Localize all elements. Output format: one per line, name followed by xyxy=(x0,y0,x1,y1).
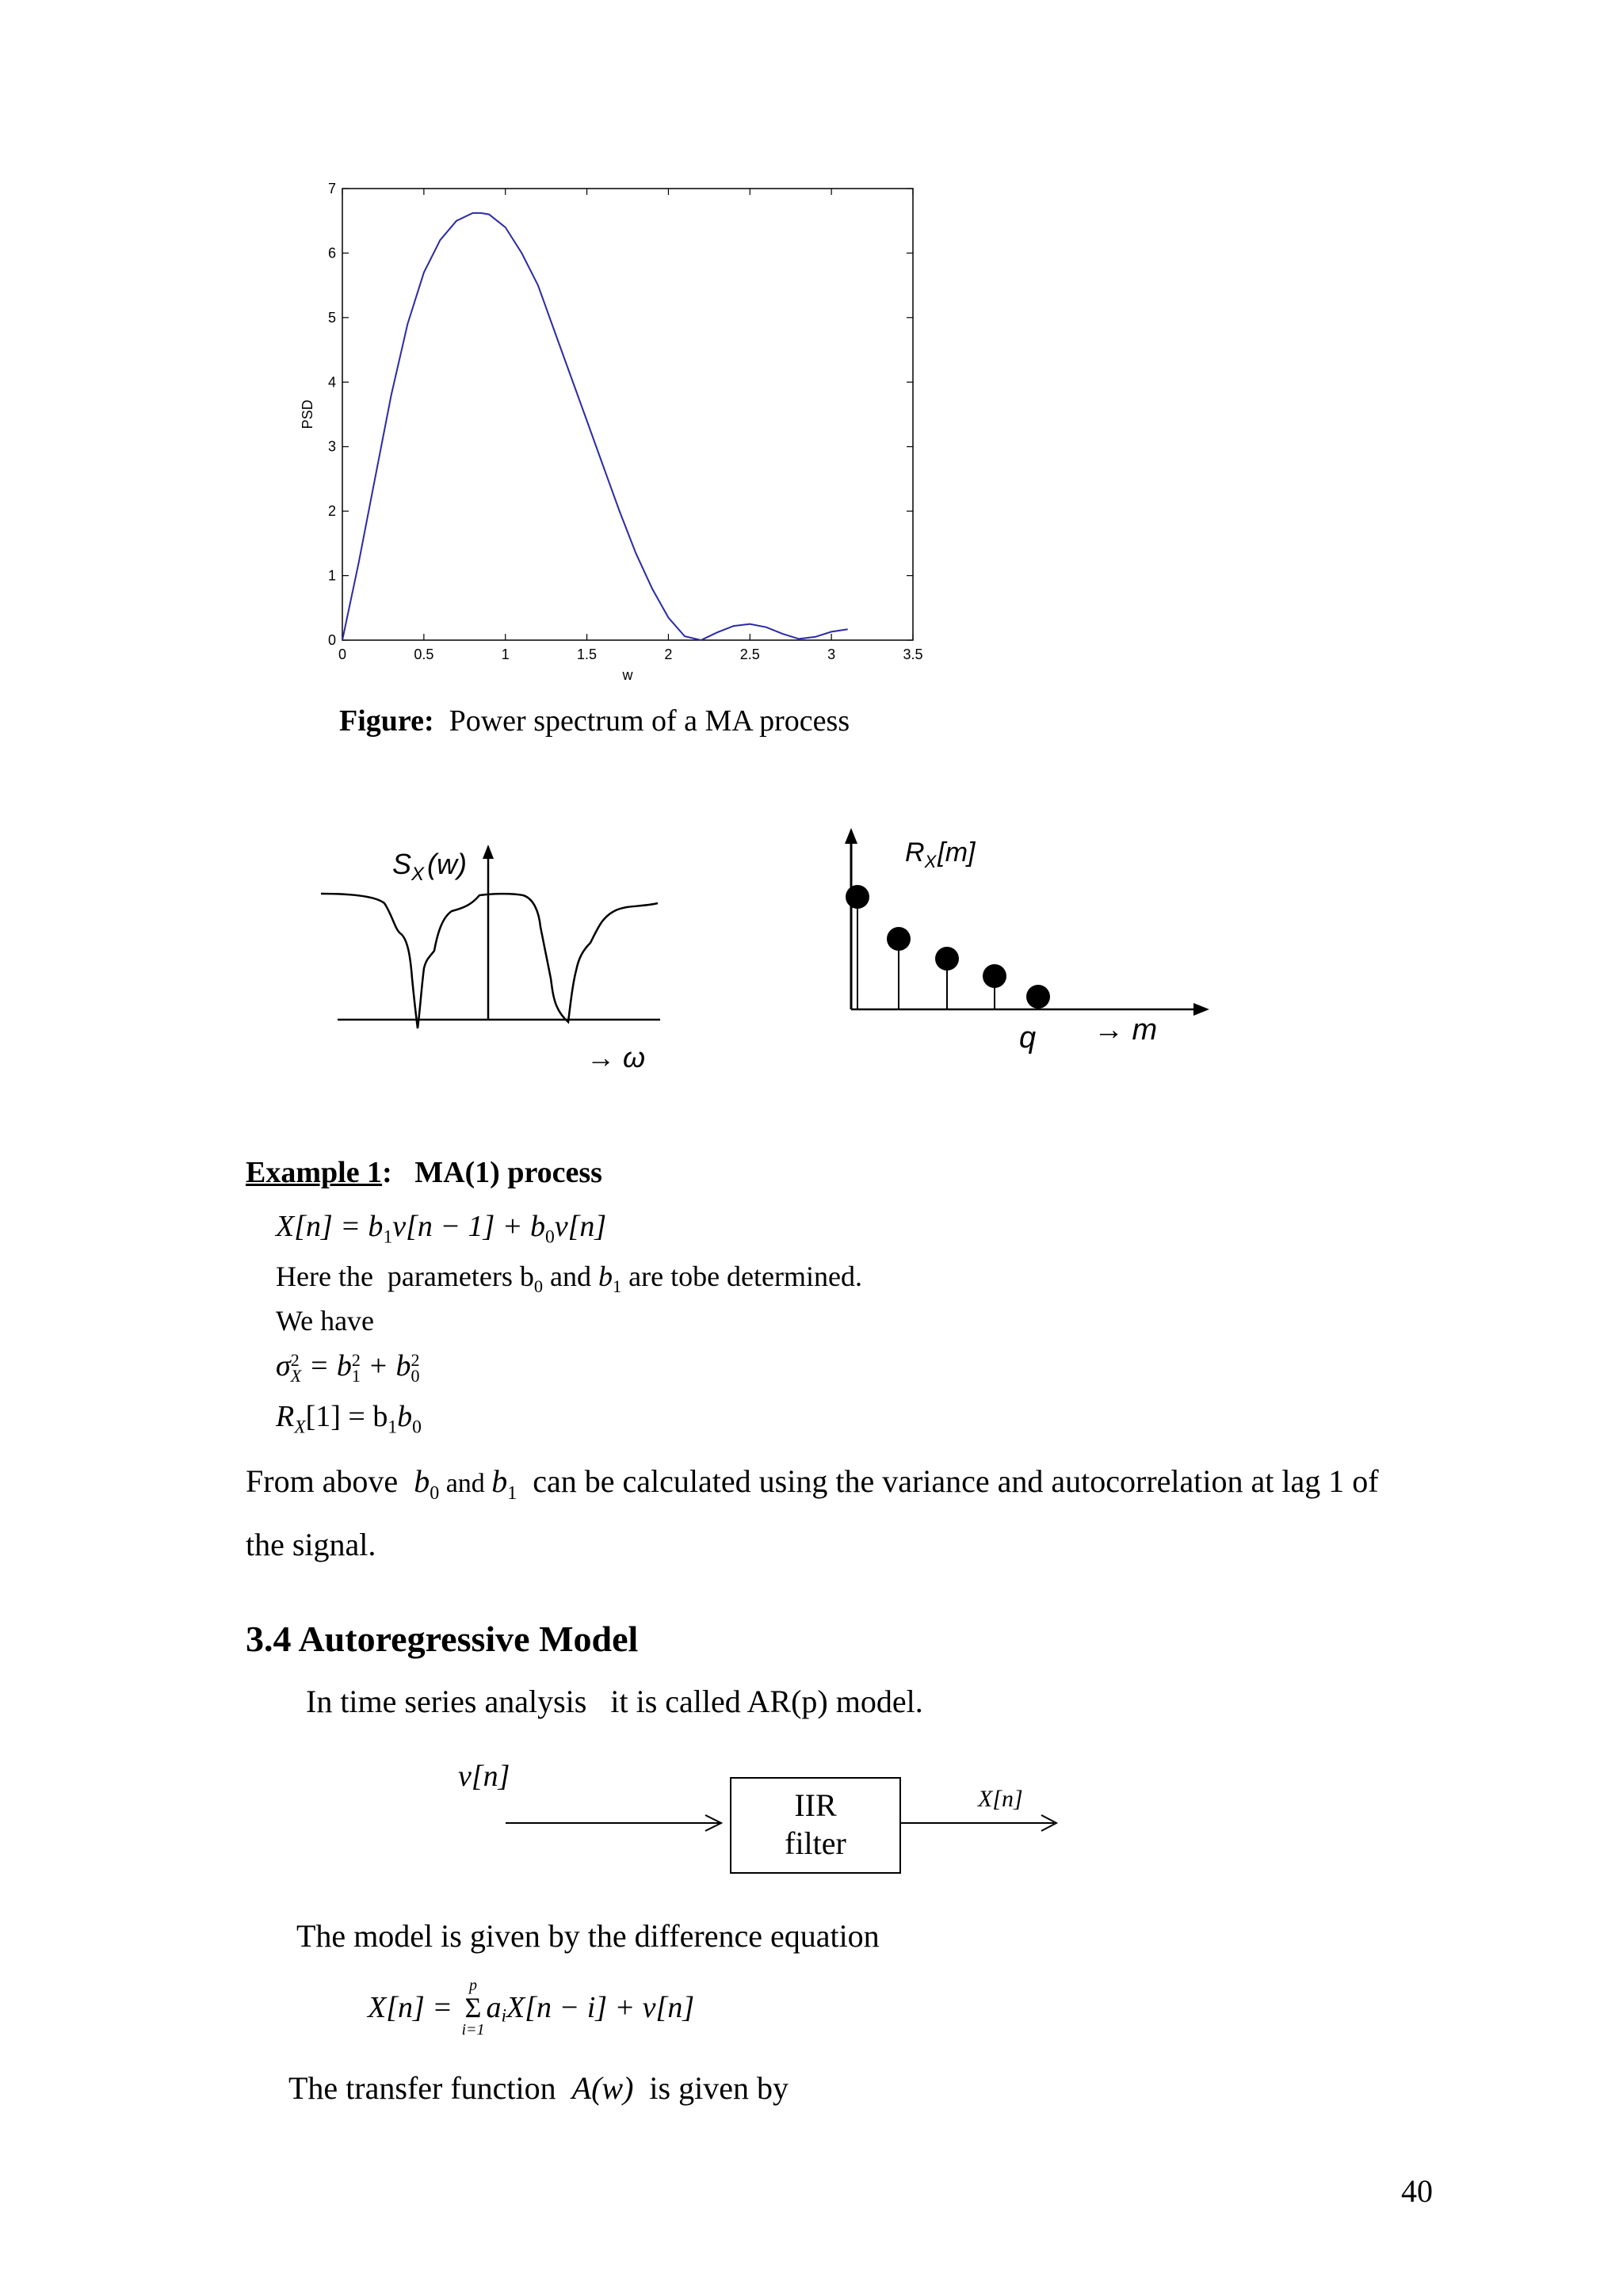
transfer-function-line: The transfer function A(w) is given by xyxy=(288,2070,789,2106)
sketch-q-label: q xyxy=(1019,1021,1037,1055)
sketch-stems xyxy=(846,885,1050,1009)
psd-y-tick-label: 5 xyxy=(327,309,336,326)
figure-caption xyxy=(339,704,850,738)
autocorrelation-sketch xyxy=(824,820,1244,1066)
psd-x-axis-label: w xyxy=(622,667,633,683)
psd-y-tick-label: 2 xyxy=(327,503,336,520)
psd-y-axis-label: PSD xyxy=(300,399,315,429)
psd-x-tick-label: 3.5 xyxy=(903,646,923,662)
example-title-underlined: Example 1 xyxy=(246,1156,383,1189)
sketch-r-arrow-head-icon xyxy=(845,828,857,844)
sketch-stem-dot xyxy=(983,964,1006,988)
example-title xyxy=(246,1155,602,1190)
sketch-stem-dot xyxy=(1026,985,1050,1009)
paragraph-line-2: the signal. xyxy=(246,1527,376,1562)
iir-filter-label-2: filter xyxy=(785,1825,846,1861)
figure-caption-label: Figure: xyxy=(339,704,434,738)
iir-filter-block xyxy=(730,1777,901,1874)
psd-ticks xyxy=(328,181,923,662)
psd-y-tick-label: 4 xyxy=(327,374,336,391)
block-input-label: v[n] xyxy=(458,1760,510,1793)
psd-y-tick-label: 6 xyxy=(327,245,336,261)
iir-filter-label-1: IIR xyxy=(794,1787,837,1823)
example-variance-equation: σ 2 X = b 2 1 + b 2 0 xyxy=(276,1349,420,1386)
psd-x-tick-label: 2 xyxy=(664,646,673,662)
psd-axes xyxy=(342,189,913,640)
page-number: 40 xyxy=(1401,2173,1433,2209)
sketch-stem-dot xyxy=(935,947,959,971)
psd-x-tick-label: 2.5 xyxy=(739,646,760,662)
psd-x-tick-label: 3 xyxy=(827,646,836,662)
psd-y-tick-label: 7 xyxy=(327,181,336,196)
section-heading: 3.4 Autoregressive Model xyxy=(246,1619,639,1659)
psd-x-tick-label: 0 xyxy=(338,646,347,662)
section-intro: In time series analysis it is called AR(p) model. xyxy=(306,1684,923,1719)
psd-x-tick-label: 1 xyxy=(501,646,510,662)
psd-x-tick-label: 0.5 xyxy=(414,646,434,662)
sketch-stem-dot xyxy=(846,885,869,909)
sketch-left-axis-label: → ω xyxy=(586,1041,646,1074)
block-output-label: X[n] xyxy=(978,1786,1023,1812)
sketch-stem-dot xyxy=(887,927,911,951)
sketch-right-axis-label: → m xyxy=(1094,1013,1158,1047)
figure-caption-text: Power spectrum of a MA process xyxy=(449,704,850,738)
sketch-arrow-head-icon xyxy=(483,845,494,859)
sketch-lag-arrow-head-icon xyxy=(1193,1003,1209,1016)
sketch-right-ylabel: $R_X[m]$ xyxy=(905,837,976,871)
spectrum-sketch xyxy=(309,840,689,1077)
example-autocorrelation-equation: $R_X[1] = b_1b_0$ xyxy=(276,1400,422,1438)
psd-line xyxy=(342,213,848,640)
paragraph-line-1: From above $b_0$ and $b_1$ can be calculated using the variance and autocorrelation at lag 1 of xyxy=(246,1463,1379,1504)
sketch-left-ylabel: $S_X$ (w) xyxy=(392,848,468,885)
example-equation-1: $X[n] = b_1v[n - 1] + b_0v[n]$ xyxy=(276,1210,607,1248)
example-params-line: Here the parameters $b_0$ and $b_1$ are tobe determined. xyxy=(276,1261,862,1297)
sketch-spectrum-curve xyxy=(321,894,658,1028)
psd-y-tick-label: 0 xyxy=(327,632,336,648)
psd-plot-frame xyxy=(342,189,913,640)
psd-y-tick-label: 3 xyxy=(327,438,336,455)
example-title-rest: : MA(1) process xyxy=(382,1156,602,1189)
psd-x-tick-label: 1.5 xyxy=(577,646,598,662)
psd-chart xyxy=(293,174,943,697)
psd-y-tick-label: 1 xyxy=(327,567,336,584)
example-we-have: We have xyxy=(276,1305,375,1337)
difference-equation: X[n] = p Σ i=1 $a_iX[n - i] + v[n]$ xyxy=(368,1977,695,2039)
model-text: The model is given by the difference equation xyxy=(296,1918,880,1954)
